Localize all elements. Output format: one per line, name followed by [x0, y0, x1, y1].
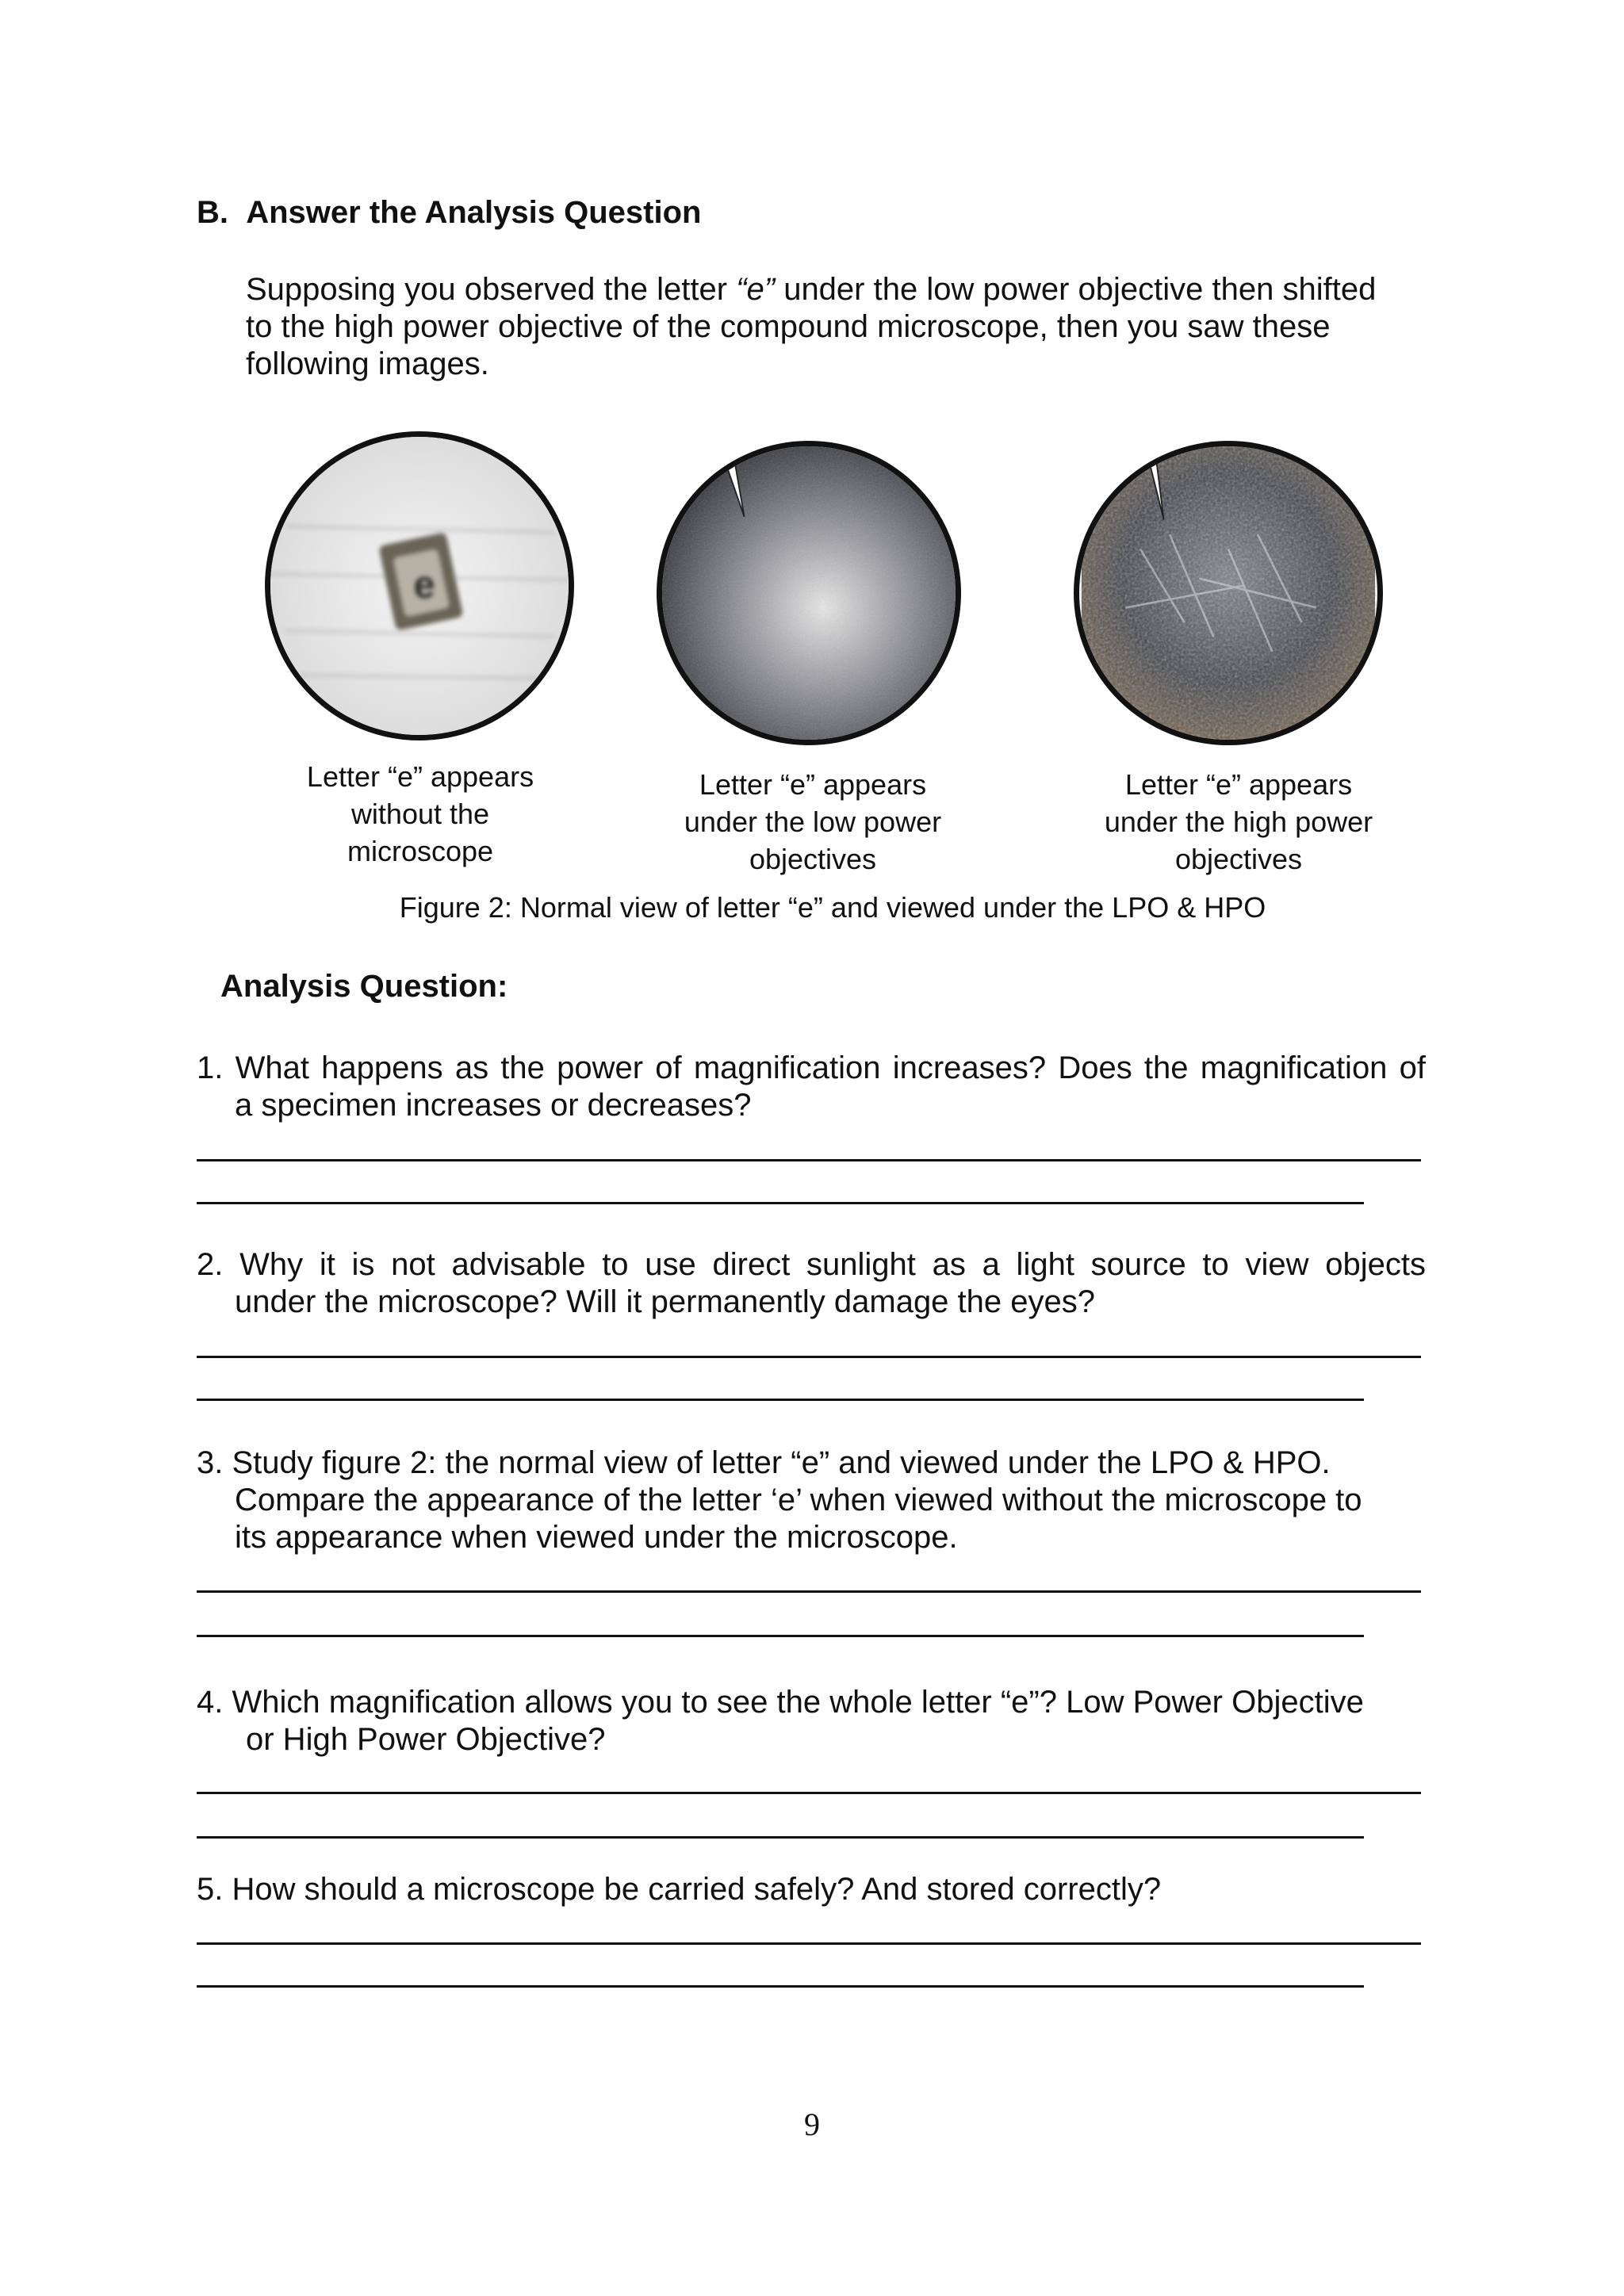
answer-line-3b[interactable]	[197, 1635, 1364, 1637]
caption-low-power: Letter “e” appears under the low power objectives	[684, 768, 942, 875]
image-high-power	[1074, 441, 1383, 745]
intro-line-3: following images.	[246, 346, 489, 381]
section-title: Answer the Analysis Question	[246, 195, 702, 230]
letter-e-hpo-view	[1079, 446, 1377, 740]
answer-line-1a[interactable]	[197, 1159, 1421, 1161]
answer-line-5b[interactable]	[197, 1985, 1364, 1988]
answer-line-1b[interactable]	[197, 1202, 1364, 1204]
image-low-power	[657, 441, 961, 745]
answer-line-4a[interactable]	[197, 1792, 1421, 1794]
letter-e-normal-view	[270, 437, 569, 735]
question-5: 5. How should a microscope be carried safely? And stored correctly?	[197, 1872, 1162, 1907]
question-2: 2. Why it is not advisable to use direct sunlight as a light source to view objects under the microscope? Will it permanently damage the eyes?	[197, 1247, 1426, 1319]
caption-without-microscope: Letter “e” appears without the microscope	[306, 760, 534, 867]
analysis-heading: Analysis Question:	[220, 969, 508, 1004]
figure-caption: Figure 2: Normal view of letter “e” and viewed under the LPO & HPO	[399, 891, 1266, 924]
question-3: 3. Study figure 2: the normal view of letter “e” and viewed under the LPO & HPO. Compare the appearance of the letter ‘e’ when viewed without the microscope to its appearance when viewed under the microscope.	[197, 1445, 1362, 1555]
section-heading	[197, 195, 701, 231]
letter-e-lpo-view	[662, 446, 956, 740]
letter-e: e	[413, 564, 435, 607]
intro-paragraph	[246, 271, 1483, 383]
answer-line-2a[interactable]	[197, 1356, 1421, 1358]
answer-line-3a[interactable]	[197, 1590, 1421, 1593]
question-1: 1. What happens as the power of magnification increases? Does the magnification of a specimen increases or decreases?	[197, 1050, 1426, 1123]
intro-line-1: Supposing you observed the letter “e” under the low power objective then shifted	[246, 272, 1377, 307]
question-4: 4. Which magnification allows you to see the whole letter “e”? Low Power Objective or High Power Objective?	[197, 1685, 1364, 1757]
answer-line-4b[interactable]	[197, 1836, 1364, 1839]
page-number: 9	[804, 2107, 820, 2142]
answer-line-5a[interactable]	[197, 1942, 1421, 1945]
section-label: B.	[197, 195, 228, 230]
image-without-microscope	[265, 431, 574, 740]
intro-line-2: to the high power objective of the compound microscope, then you saw these	[246, 309, 1331, 344]
caption-high-power: Letter “e” appears under the high power objectives	[1104, 768, 1373, 875]
answer-line-2b[interactable]	[197, 1399, 1364, 1401]
